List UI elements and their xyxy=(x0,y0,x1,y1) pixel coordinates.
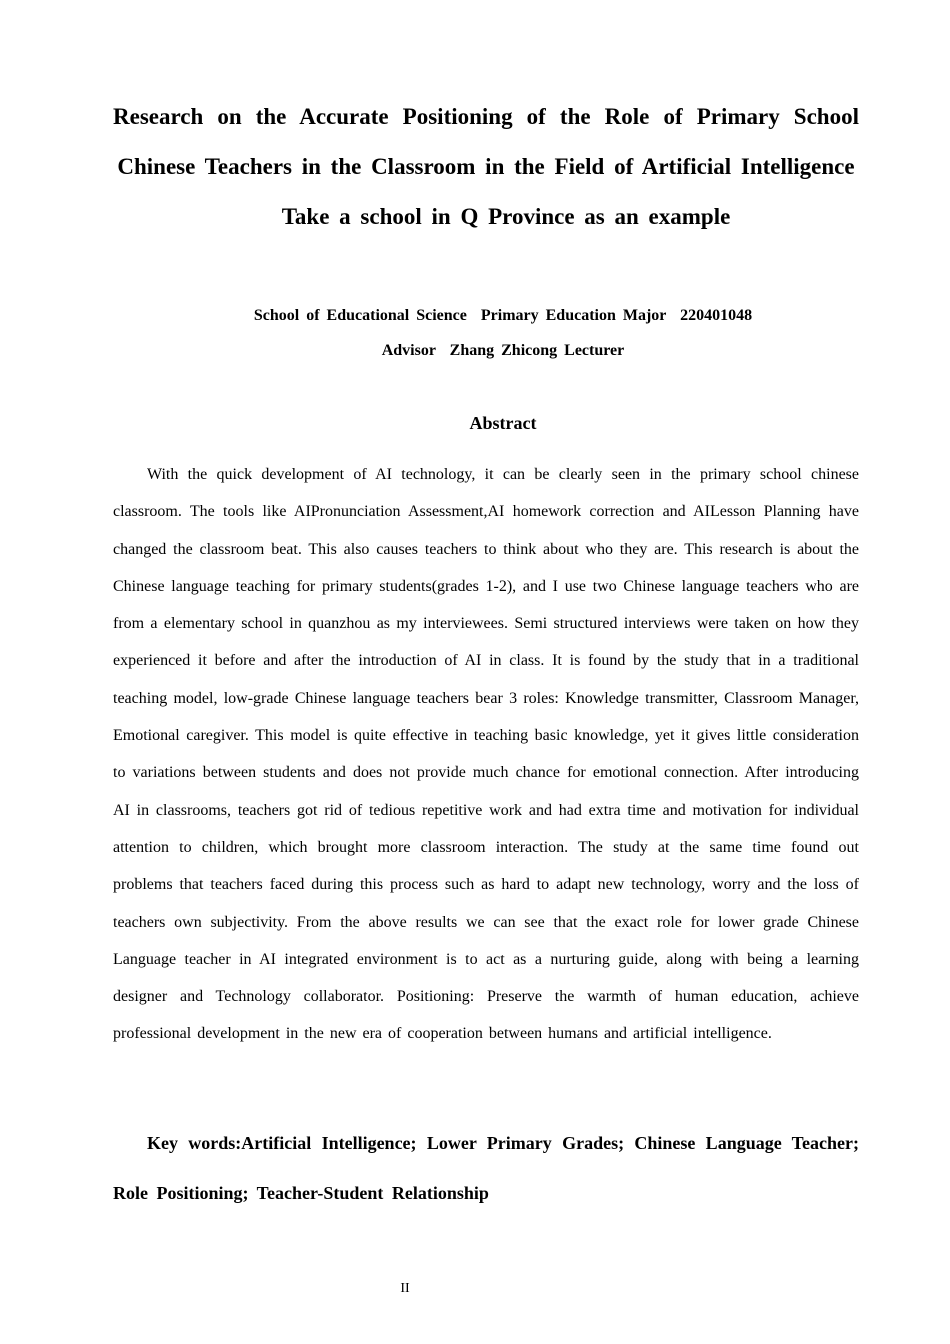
paper-subtitle: Take a school in Q Province as an example xyxy=(281,204,731,229)
title-block xyxy=(113,92,859,242)
keywords: Key words:Artificial Intelligence; Lower Primary Grades; Chinese Language Teacher; Role Positioning; Teacher-Student Relationship xyxy=(113,1133,859,1203)
advisor-line: Advisor Zhang Zhicong Lecturer xyxy=(381,342,625,359)
abstract-heading: Abstract xyxy=(469,413,537,433)
author-affiliation: School of Educational Science Primary Education Major 220401048 xyxy=(253,307,753,324)
page-number: II xyxy=(400,1281,410,1296)
abstract-body: With the quick development of AI technology, it can be clearly seen in the primary school chinese classroom. The tools like AIPronunciation Assessment,AI homework correction and AILesson Planning have changed the classroom beat. This also causes teachers to think about who they are. This research is about the Chinese language teaching for primary students(grades 1-2), and I use two Chinese language teachers who are from a elementary school in quanzhou as my interviewees. Semi structured interviews were taken on how they experienced it before and after the introduction of AI in class. It is found by the study that in a traditional teaching model, low-grade Chinese language teachers bear 3 roles: Knowledge transmitter, Classroom Manager, Emotional caregiver. This model is quite effective in teaching basic knowledge, yet it gives little consideration to variations between students and does not provide much chance for emotional connection. After introducing AI in classrooms, teachers got rid of tedious repetitive work and had extra time and motivation for individual attention to children, which brought more classroom interaction. The study at the same time found out problems that teachers faced during this process such as hard to adapt new technology, worry and the loss of teachers own subjectivity. From the above results we can see that the exact role for lower grade Chinese Language teacher in AI integrated environment is to act as a nurturing guide, along with being a learning designer and Technology collaborator. Positioning: Preserve the warmth of human education, achieve professional development in the new era of cooperation between humans and artificial intelligence. xyxy=(113,466,859,1043)
paper-title: Research on the Accurate Positioning of the Role of Primary School Chinese Teachers in the Classroom in the Field of Artificial Intelligence xyxy=(113,104,859,179)
